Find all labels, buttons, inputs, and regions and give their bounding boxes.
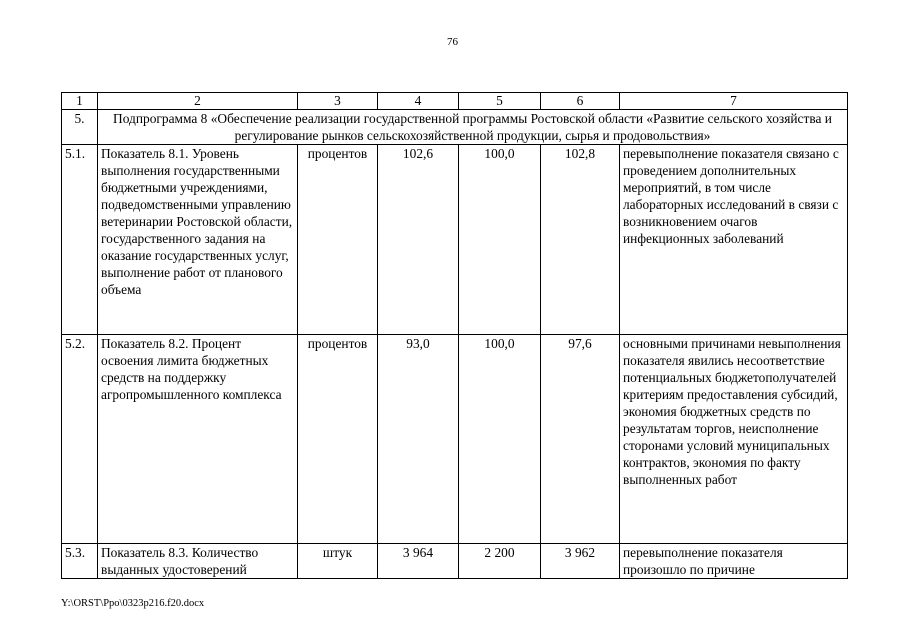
header-cell: 3	[298, 93, 378, 110]
indicator-name: Показатель 8.1. Уровень выполнения государственными бюджетными учреждениями, подведомственными управлению ветеринарии Ростовской области, государственного задания на оказание государственных услуг, выполнение работ от планового объема	[98, 145, 298, 335]
page-number: 76	[447, 36, 458, 48]
value-cell: 3 962	[541, 544, 620, 579]
file-path-footer: Y:\ORST\Ppo\0323p216.f20.docx	[61, 598, 205, 609]
table-header-row	[62, 93, 848, 110]
value-cell: 93,0	[378, 335, 459, 544]
table-row	[62, 145, 848, 335]
note-cell: перевыполнение показателя произошло по причине	[620, 544, 848, 579]
indicator-name: Показатель 8.3. Количество выданных удостоверений	[98, 544, 298, 579]
indicator-name: Показатель 8.2. Процент освоения лимита бюджетных средств на поддержку агропромышленного комплекса	[98, 335, 298, 544]
table-row	[62, 544, 848, 579]
note-cell: перевыполнение показателя связано с проведением дополнительных мероприятий, в том числе лабораторных исследований в связи с возникновением очагов инфекционных заболеваний	[620, 145, 848, 335]
row-number: 5.2.	[62, 335, 98, 544]
value-cell: 2 200	[459, 544, 541, 579]
value-cell: 102,8	[541, 145, 620, 335]
unit-cell: штук	[298, 544, 378, 579]
header-cell: 7	[620, 93, 848, 110]
value-cell: 102,6	[378, 145, 459, 335]
table-row	[62, 335, 848, 544]
note-cell: основными причинами невыполнения показателя явились несоответствие потенциальных бюджетополучателей критериям предоставления субсидий, экономия бюджетных средств по результатам торгов, неисполнение сторонами условий муниципальных контрактов, экономия по факту выполненных работ	[620, 335, 848, 544]
section-number: 5.	[62, 110, 98, 145]
unit-cell: процентов	[298, 145, 378, 335]
value-cell: 3 964	[378, 544, 459, 579]
header-cell: 1	[62, 93, 98, 110]
value-cell: 100,0	[459, 145, 541, 335]
header-cell: 2	[98, 93, 298, 110]
row-number: 5.1.	[62, 145, 98, 335]
header-cell: 4	[378, 93, 459, 110]
section-row	[62, 110, 848, 145]
row-number: 5.3.	[62, 544, 98, 579]
section-title: Подпрограмма 8 «Обеспечение реализации государственной программы Ростовской области «Развитие сельского хозяйства и регулирование рынков сельскохозяйственной продукции, сырья и продовольствия»	[98, 110, 848, 145]
unit-cell: процентов	[298, 335, 378, 544]
header-cell: 5	[459, 93, 541, 110]
header-cell: 6	[541, 93, 620, 110]
value-cell: 97,6	[541, 335, 620, 544]
value-cell: 100,0	[459, 335, 541, 544]
report-table	[61, 92, 848, 579]
